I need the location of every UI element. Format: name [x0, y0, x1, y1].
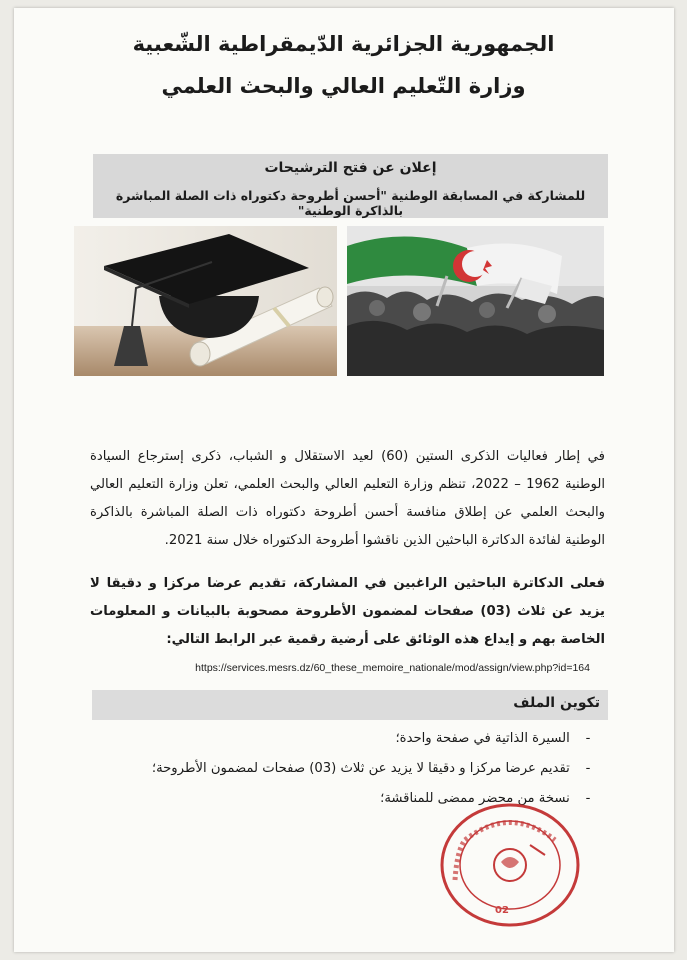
graduation-cap-image	[74, 226, 337, 376]
announcement-title: إعلان عن فتح الترشيحات	[264, 160, 437, 176]
list-item-text: نسخة من محضر ممضى للمناقشة؛	[380, 791, 570, 806]
announcement-subtitle: للمشاركة في المسابقة الوطنية "أحسن أطروحة دكتوراه ذات الصلة المباشرة بالذاكرة الوطنية"	[115, 188, 586, 218]
official-stamp-seal	[435, 800, 585, 930]
list-bullet: -	[585, 791, 591, 806]
ministry-heading: وزارة التّعليم العالي والبحث العلمي	[161, 74, 526, 98]
instructions-paragraph: فعلى الدكاترة الباحثين الراغبين في المشاركة، تقديم عرضا مركزا و دقيقا لا يزيد عن ثلاث (03) صفحات لمضمون الأطروحة مصحوبة بالبيانات و المعلومات الخاصة بهم و إيداع هذه الوثائق على أرضية رقمية عبر الرابط التالي:	[90, 576, 605, 647]
intro-paragraph: في إطار فعاليات الذكرى الستين (60) لعيد الاستقلال و الشباب، ذكرى إسترجاع السيادة الوطنية 1962 – 2022، تنظم وزارة التعليم العالي والبحث العلمي، تعلن وزارة التعليم العالي والبحث العلمي عن إطلاق منافسة أحسن أطروحة دكتوراه ذات الصلة المباشرة بالذاكرة الوطنية لفائدة الدكاترة الباحثين الذين ناقشوا أطروحة الدكتوراه خلال سنة 2021.	[90, 449, 605, 548]
list-item	[90, 731, 602, 746]
independence-celebration-image	[347, 226, 604, 376]
stamp-number: 02	[495, 905, 509, 916]
list-item-text: السيرة الذاتية في صفحة واحدة؛	[395, 731, 570, 746]
list-item-text: تقديم عرضا مركزا و دقيقا لا يزيد عن ثلاث (03) صفحات لمضمون الأطروحة؛	[151, 761, 570, 776]
list-bullet: -	[585, 731, 591, 746]
list-bullet: -	[585, 761, 591, 776]
file-section-title: تكوين الملف	[513, 695, 600, 711]
list-item	[90, 761, 602, 776]
republic-heading: الجمهورية الجزائرية الدّيمقراطية الشّعبية	[132, 32, 555, 56]
submission-link[interactable]: https://services.mesrs.dz/60_these_memoire_nationale/mod/assign/view.php?id=164	[195, 662, 590, 674]
